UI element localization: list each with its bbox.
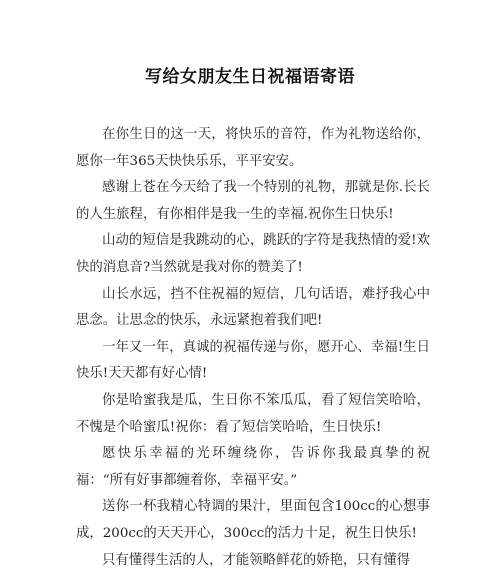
paragraph: 在你生日的这一天，将快乐的音符，作为礼物送给你，愿你一年365天快快乐乐，平平安安。 — [76, 122, 430, 175]
paragraph: 只有懂得生活的人，才能领略鲜花的娇艳，只有懂得 — [76, 548, 430, 574]
paragraph: 山长水远，挡不住祝福的短信，几句话语，难抒我心中思念。让思念的快乐，永远紧抱着我们吧! — [76, 282, 430, 335]
paragraph: 送你一杯我精心特调的果汁，里面包含100cc的心想事成，200cc的天天开心，300cc的活力十足，祝生日快乐! — [76, 494, 430, 547]
paragraph: 你是哈蜜我是瓜，生日你不笨瓜瓜，看了短信笑哈哈，不愧是个哈蜜瓜!祝你：看了短信笑哈哈，生日快乐! — [76, 388, 430, 441]
paragraph: 感谢上苍在今天给了我一个特别的礼物，那就是你.长长的人生旅程，有你相伴是我一生的幸福.祝你生日快乐! — [76, 175, 430, 228]
paragraph: 山动的短信是我跳动的心，跳跃的字符是我热情的爱!欢快的消息音?当然就是我对你的赞美了! — [76, 228, 430, 281]
paragraph: 一年又一年，真诚的祝福传递与你，愿开心、幸福!生日快乐!天天都有好心情! — [76, 335, 430, 388]
paragraph: 愿快乐幸福的光环缠绕你，告诉你我最真挚的祝福：“所有好事都缠着你，幸福平安。” — [76, 441, 430, 494]
document-title: 写给女朋友生日祝福语寄语 — [0, 62, 500, 87]
document-body — [76, 122, 430, 574]
